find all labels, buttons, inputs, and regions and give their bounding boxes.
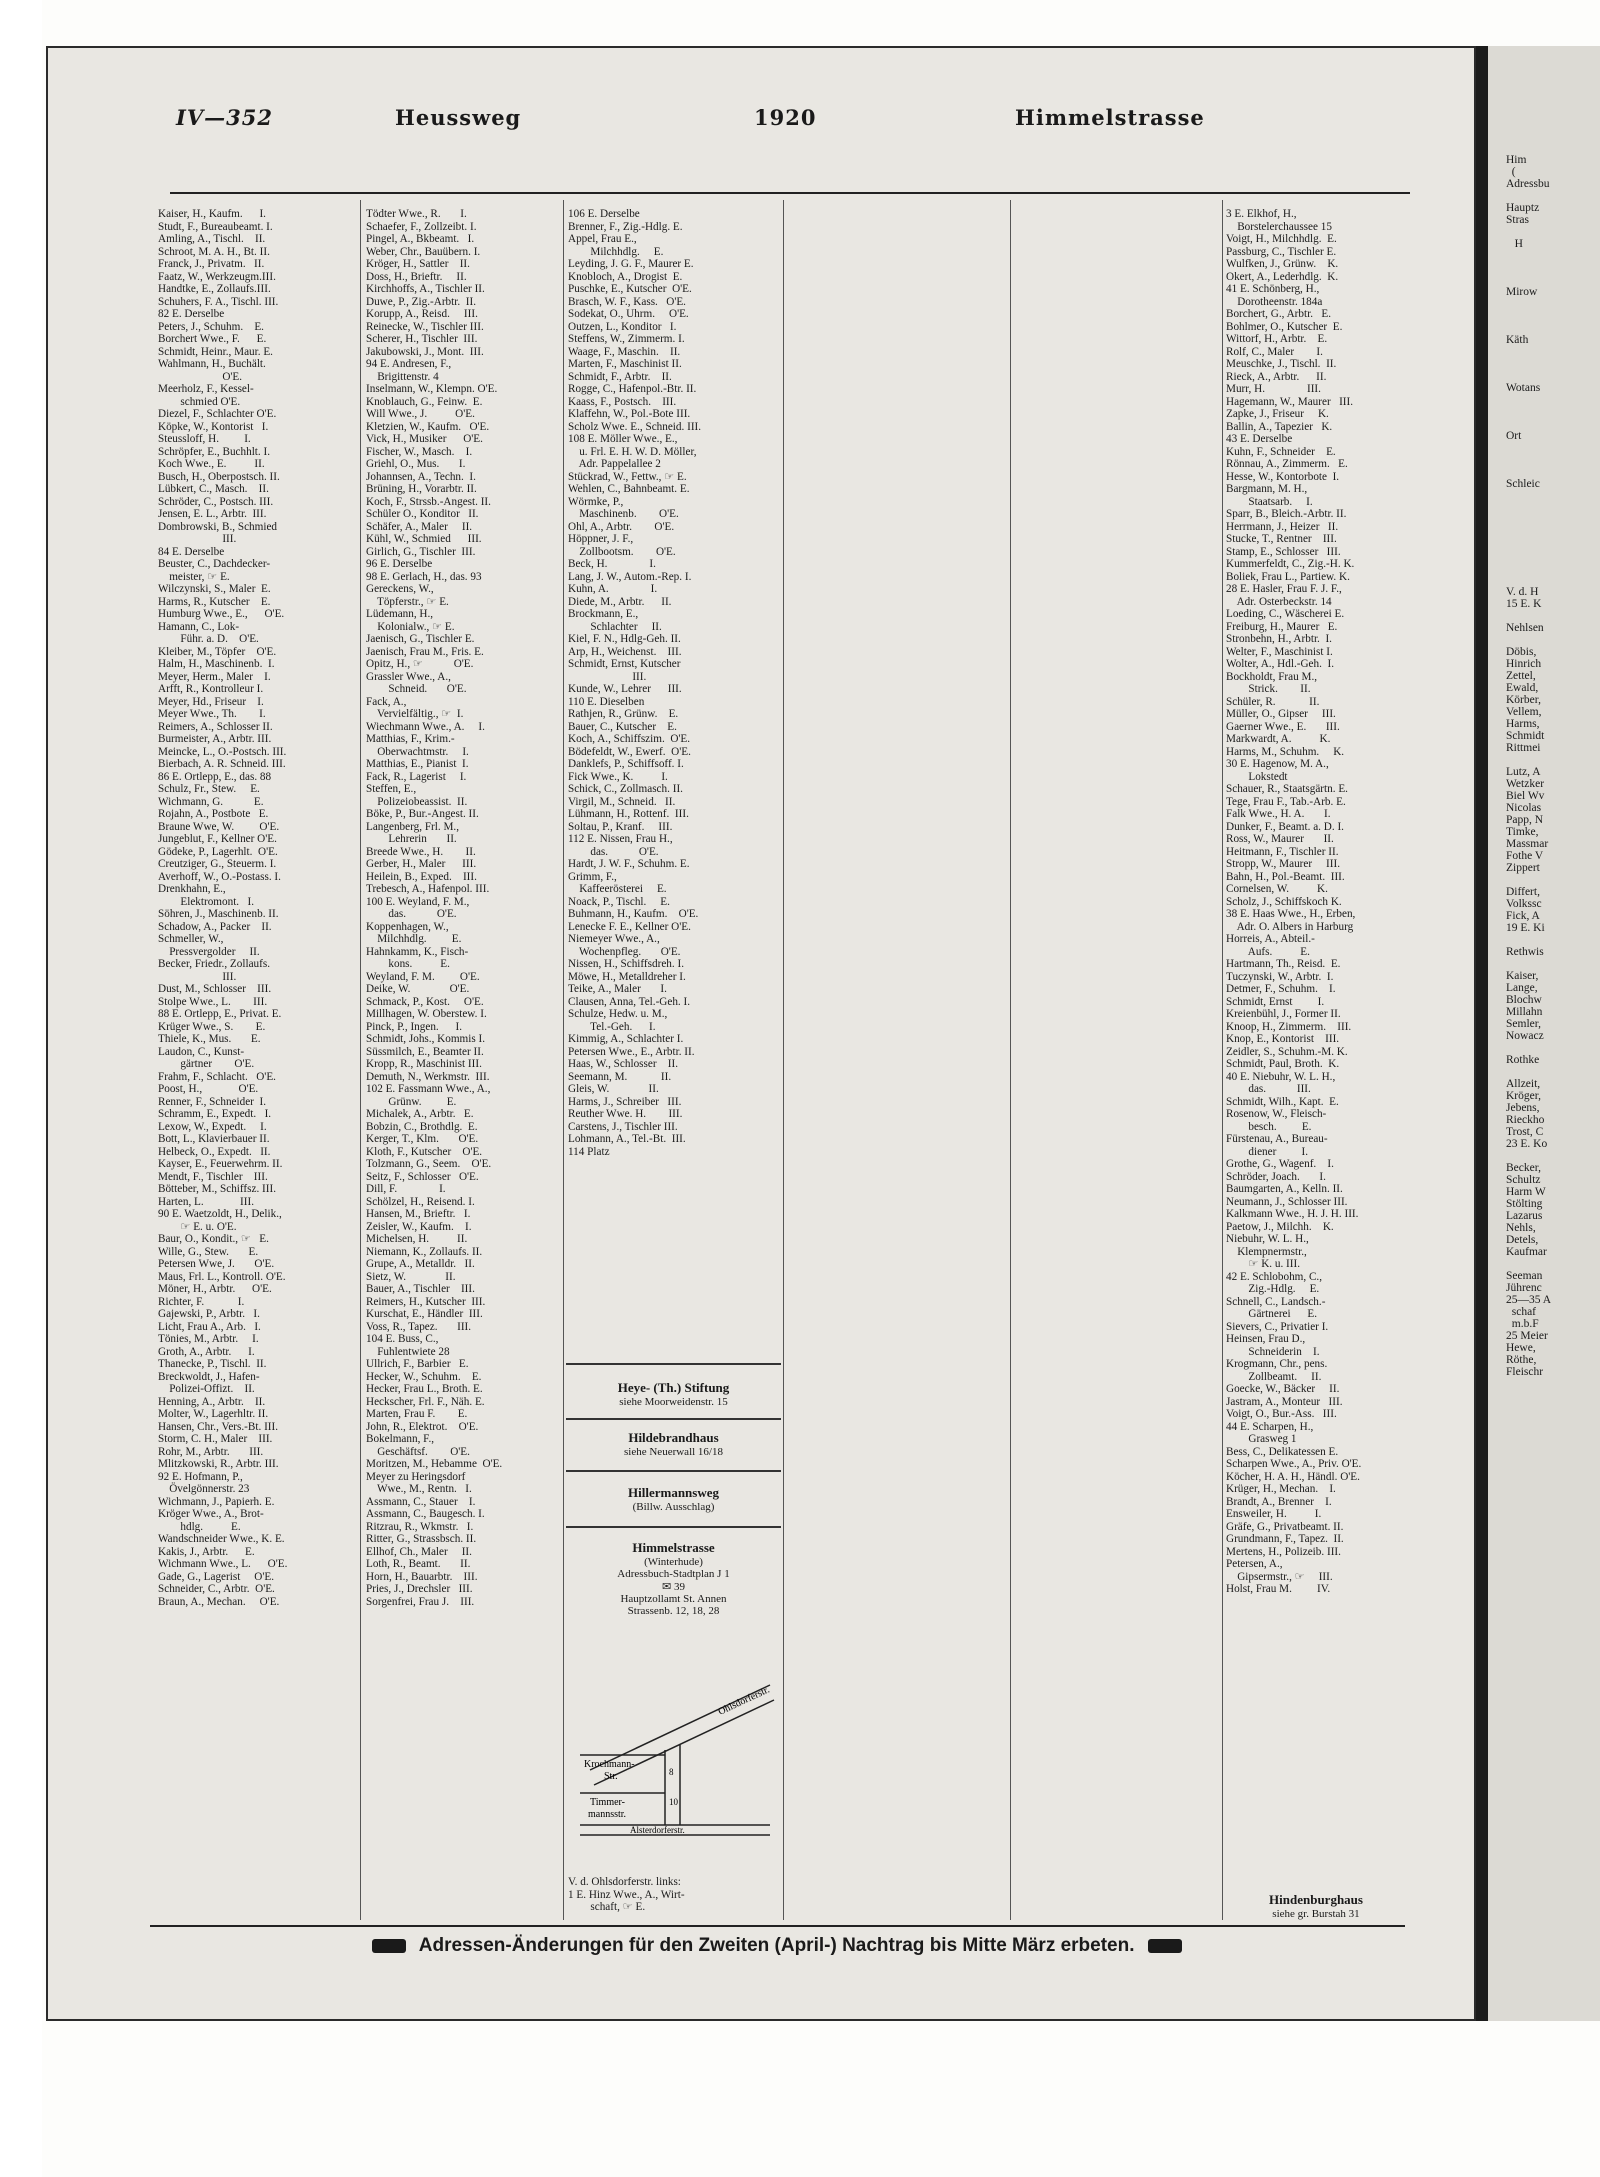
- footer-rule: [150, 1925, 1405, 1927]
- footer-notice: [252, 1935, 1302, 1957]
- box-title: Hindenburghaus: [1269, 1892, 1363, 1907]
- column-2: Tödter Wwe., R. I. Schaefer, F., Zollzeibt. I. Pingel, A., Bkbeamt. I. Weber, Chr., Bauübern. I. Kröger, H., Sattler II. Doss, H., Brieftr. II. Kirchhoffs, A., Tischler II. Duwe, P., Zig.-Arbtr. II. Korupp, A., Reisd. III. Reinecke, W., Tischler III. Scherer, H., Tischler III. Jakubowski, J., Mont. III. 94 E. Andresen, F., Brigittenstr. 4 Inselmann, W., Klempn. O'E. Knoblauch, G., Feinw. E. Will Wwe., J. O'E. Kletzien, W., Kaufm. O'E. Vick, H., Musiker O'E. Fischer, W., Masch. I. Griehl, O., Mus. I. Johannsen, A., Techn. I. Brüning, H., Vorarbtr. II. Koch, F., Strssb.-Angest. II. Schüler O., Konditor II. Schäfer, A., Maler II. Kühl, W., Schmied III. Girlich, G., Tischler III. 96 E. Derselbe 98 E. Gerlach, H., das. 93 Gereckens, W., Töpferstr., ☞ E. Lüdemann, H., Kolonialw., ☞ E. Jaenisch, G., Tischler E. Jaenisch, Frau M., Fris. E. Opitz, H., ☞ O'E. Grassler Wwe., A., Schneid. O'E. Fack, A., Vervielfältig., ☞ I. Wiechmann Wwe., A. I. Matthias, F., Krim.- Oberwachtmstr. I. Matthias, E., Pianist I. Fack, R., Lagerist I. Steffen, E., Polizeiobeassist. II. Böke, P., Bur.-Angest. II. Langenberg, Frl. M., Lehrerin II. Breede Wwe., H. II. Gerber, H., Maler III. Heilein, B., Exped. III. Trebesch, A., Hafenpol. III. 100 E. Weyland, F. M., das. O'E. Koppenhagen, W., Milchhdlg. E. Hahnkamm, K., Fisch- kons. E. Weyland, F. M. O'E. Deike, W. O'E. Schmack, P., Kost. O'E. Millhagen, W. Oberstew. I. Pinck, P., Ingen. I. Schmidt, Johs., Kommis I. Süssmilch, E., Beamter II. Kropp, R., Maschinist III. Demuth, N., Werkmstr. III. 102 E. Fassmann Wwe., A., Grünw. E. Michalek, A., Arbtr. E. Bobzin, C., Brothdlg. E. Kerger, T., Klm. O'E. Kloth, F., Kutscher O'E. Tolzmann, G., Seem. O'E. Seitz, F., Schlosser O'E. Dill, F. I. Schölzel, H., Reisend. I. Hansen, M., Brieftr. I. Zeisler, W., Kaufm. I. Michelsen, H. II. Niemann, K., Zollaufs. II. Grupe, A., Metalldr. II. Sietz, W. II. Bauer, A., Tischler III. Reimers, H., Kutscher III. Kurschat, E., Händler III. Voss, R., Tapez. III. 104 E. Buss, C., Fuhlentwiete 28 Ullrich, F., Barbier E. Hecker, W., Schuhm. E. Hecker, Frau L., Broth. E. Heckscher, Frl. F., Näh. E. Marten, Frau F. E. John, R., Elektrot. O'E. Bokelmann, F., Geschäftsf. O'E. Moritzen, M., Hebamme O'E. Meyer zu Heringsdorf Wwe., M., Rentn. I. Assmann, C., Stauer I. Assmann, C., Baugesch. I. Ritzrau, R., Wkmstr. I. Ritter, G., Strassbsch. II. Ellhof, Ch., Maler II. Loth, R., Beamt. II. Horn, H., Bauarbtr. III. Pries, J., Drechsler III. Sorgenfrei, Frau J. III.: [366, 208, 503, 1608]
- map-label-timmermann: Timmer-: [590, 1797, 625, 1808]
- heye-stiftung-box: [566, 1380, 781, 1408]
- pointing-hand-icon: [372, 1939, 406, 1953]
- box-title: Himmelstrasse: [632, 1540, 715, 1555]
- tram-lines: Strassenb. 12, 18, 28: [627, 1605, 720, 1617]
- box-sub: (Winterhude): [644, 1556, 703, 1568]
- postal-district: ✉ 39: [662, 1581, 685, 1593]
- footer-text: Adressen-Änderungen für den Zweiten (April-) Nachtrag bis Mitte März erbeten.: [418, 1935, 1135, 1956]
- binding-gutter: [1476, 46, 1488, 2021]
- header-rule: [170, 192, 1410, 194]
- box-sub: siehe Neuerwall 16/18: [624, 1446, 723, 1458]
- stadtplan-ref: Adressbuch-Stadtplan J 1: [617, 1568, 730, 1580]
- adjacent-page: [1488, 46, 1600, 2021]
- column-4: [788, 208, 978, 1918]
- street-right-title: Himmelstrasse: [1015, 105, 1205, 130]
- hildebrandhaus-box: [566, 1430, 781, 1458]
- hillermannsweg-box: [566, 1485, 781, 1513]
- column-3: 106 E. Derselbe Brenner, F., Zig.-Hdlg. E. Appel, Frau E., Milchhdlg. E. Leyding, J. G. F., Maurer E. Knobloch, A., Drogist E. Puschke, E., Kutscher O'E. Brasch, W. F., Kass. O'E. Sodekat, O., Uhrm. O'E. Outzen, L., Konditor I. Steffens, W., Zimmerm. I. Waage, F., Maschin. II. Marten, F., Maschinist II. Schmidt, F., Arbtr. II. Rogge, C., Hafenpol.-Btr. II. Kaass, F., Postsch. III. Klaffehn, W., Pol.-Bote III. Scholz Wwe. E., Schneid. III. 108 E. Möller Wwe., E., u. Frl. E. H. W. D. Möller, Adr. Pappelallee 2 Stückrad, W., Fettw., ☞ E. Wehlen, C., Bahnbeamt. E. Wörmke, P., Maschinenb. O'E. Ohl, A., Arbtr. O'E. Höppner, J. F., Zollbootsm. O'E. Beck, H. I. Lang, J. W., Autom.-Rep. I. Kuhn, A. I. Diede, M., Arbtr. II. Brockmann, E., Schlachter II. Kiel, F. N., Hdlg-Geh. II. Arp, H., Weichenst. III. Schmidt, Ernst, Kutscher III. Kunde, W., Lehrer III. 110 E. Dieselben Rathjen, R., Grünw. E. Bauer, C., Kutscher E. Koch, A., Schiffszim. O'E. Bödefeldt, W., Ewerf. O'E. Danklefs, P., Schiffsoff. I. Fick Wwe., K. I. Schick, C., Zollmasch. II. Virgil, M., Schneid. II. Lühmann, H., Rottenf. III. Soltau, P., Kranf. III. 112 E. Nissen, Frau H., das. O'E. Hardt, J. W. F., Schuhm. E. Grimm, F., Kaffeerösterei E. Noack, P., Tischl. E. Buhmann, H., Kaufm. O'E. Lenecke F. E., Kellner O'E. Niemeyer Wwe., A., Wochenpfleg. O'E. Nissen, H., Schiffsdreh. I. Möwe, H., Metalldreher I. Teike, A., Maler I. Clausen, Anna, Tel.-Geh. I. Schulze, Hedw. u. M., Tel.-Geh. I. Kimmig, A., Schlachter I. Petersen Wwe., E., Arbtr. II. Haas, W., Schlosser II. Seemann, M. II. Gleis, W. II. Harms, J., Schreiber III. Reuther Wwe. H. III. Carstens, J., Tischler III. Lohmann, A., Tel.-Bt. III. 114 Platz: [568, 208, 702, 1158]
- box-sub: siehe gr. Burstah 31: [1272, 1908, 1360, 1920]
- column-divider: [563, 200, 564, 1920]
- page-number: IV—352: [176, 105, 273, 130]
- year-title: 1920: [754, 105, 817, 130]
- map-label-ohlsdorfer: Ohlsdorferstr.: [716, 1684, 772, 1718]
- column-divider: [1010, 200, 1011, 1920]
- map-label-krochmann: Krochmann-: [584, 1759, 635, 1770]
- left-margin: [0, 0, 42, 2177]
- box-sub: (Billw. Ausschlag): [632, 1501, 715, 1513]
- street-left-title: Heussweg: [395, 105, 522, 130]
- column-5: [1016, 208, 1206, 1918]
- column-divider: [360, 200, 361, 1920]
- map-label-timmermann-2: mannsstr.: [588, 1809, 627, 1820]
- himmelstrasse-first-entries: V. d. Ohlsdorferstr. links: 1 E. Hinz Wwe., A., Wirt- schaft, ☞ E.: [568, 1876, 685, 1913]
- box-title: Hillermannsweg: [628, 1485, 719, 1500]
- box-rule: [566, 1470, 781, 1472]
- box-rule: [566, 1363, 781, 1365]
- box-sub: siehe Moorweidenstr. 15: [619, 1396, 728, 1408]
- map-number-8: 8: [669, 1767, 674, 1777]
- column-1: Kaiser, H., Kaufm. I. Studt, F., Bureaubeamt. I. Amling, A., Tischl. II. Schroot, M. A. H., Bt. II. Franck, J., Privatm. II. Faatz, W., Werkzeugm.III. Handtke, E., Zollaufs.III. Schuhers, F. A., Tischl. III. 82 E. Derselbe Peters, J., Schuhm. E. Borchert Wwe., F. E. Schmidt, Heinr., Maur. E. Wahlmann, H., Buchält. O'E. Meerholz, F., Kessel- schmied O'E. Diezel, F., Schlachter O'E. Köpke, W., Kontorist I. Steussloff, H. I. Schröpfer, E., Buchhlt. I. Koch Wwe., E. II. Busch, H., Oberpostsch. II. Lübkert, C., Masch. II. Schröder, C., Postsch. III. Jensen, E. L., Arbtr. III. Dombrowski, B., Schmied III. 84 E. Derselbe Beuster, C., Dachdecker- meister, ☞ E. Wilczynski, S., Maler E. Harms, R., Kutscher E. Humburg Wwe., E., O'E. Hamann, C., Lok- Führ. a. D. O'E. Kleiber, M., Töpfer O'E. Halm, H., Maschinenb. I. Meyer, Herm., Maler I. Arfft, R., Kontrolleur I. Meyer, Hd., Friseur I. Meyer Wwe., Th. I. Reimers, A., Schlosser II. Burmeister, A., Arbtr. III. Meincke, L., O.-Postsch. III. Bierbach, A. R. Schneid. III. 86 E. Ortlepp, E., das. 88 Schulz, Fr., Stew. E. Wichmann, G. E. Rojahn, A., Postbote E. Braune Wwe, W. O'E. Jungeblut, F., Kellner O'E. Gödeke, P., Lagerhlt. O'E. Creutziger, G., Steuerm. I. Averhoff, W., O.-Postass. I. Drenkhahn, E., Elektromont. I. Söhren, J., Maschinenb. II. Schadow, A., Packer II. Schmeller, W., Pressvergolder II. Becker, Friedr., Zollaufs. III. Dust, M., Schlosser III. Stolpe Wwe., L. III. 88 E. Ortlepp, E., Privat. E. Krüger Wwe., S. E. Thiele, K., Mus. E. Laudon, C., Kunst- gärtner O'E. Frahm, F., Schlacht. O'E. Poost, H., O'E. Renner, F., Schneider I. Schramm, E., Expedt. I. Lexow, W., Expedt. I. Bott, L., Klavierbauer II. Helbeck, O., Expedt. II. Kayser, E., Feuerwehrm. II. Mendt, F., Tischler III. Bötteber, M., Schiffsz. III. Harten, L. III. 90 E. Waetzoldt, H., Delik., ☞ E. u. O'E. Baur, O., Kondit., ☞ E. Wille, G., Stew. E. Petersen Wwe, J. O'E. Maus, Frl. L., Kontroll. O'E. Möner, H., Arbtr. O'E. Richter, F. I. Gajewski, P., Arbtr. I. Licht, Frau A., Arb. I. Tönies, M., Arbtr. I. Groth, A., Arbtr. I. Thanecke, P., Tischl. II. Breckwoldt, J., Hafen- Polizei-Offizt. II. Henning, A., Arbtr. II. Molter, W., Lagerhltr. II. Hansen, Chr., Vers.-Bt. III. Storm, C. H., Maler III. Rohr, M., Arbtr. III. Mlitzkowski, R., Arbtr. III. 92 E. Hofmann, P., Övelgönnerstr. 23 Wichmann, J., Papierh. E. Kröger Wwe., A., Brot- hdlg. E. Wandschneider Wwe., K. E. Kakis, J., Arbtr. E. Wichmann Wwe., L. O'E. Gade, G., Lagerist O'E. Schneider, C., Arbtr. O'E. Braun, A., Mechan. O'E.: [158, 208, 288, 1608]
- column-divider: [783, 200, 784, 1920]
- column-divider: [1222, 200, 1223, 1920]
- himmelstrasse-box: [566, 1540, 781, 1617]
- box-title: Hildebrandhaus: [628, 1430, 719, 1445]
- pointing-hand-icon: [1148, 1939, 1182, 1953]
- customs-office: Hauptzollamt St. Annen: [620, 1593, 727, 1605]
- adjacent-page-text: Him ( Adressbu Hauptz Stras H Mirow Käth Wotans Ort Schleic V. d. H 15 E. K Nehlsen Döbis, Hinrich Zettel, Ewald, Körber, Vellem, Harms, Schmidt Rittmei Lutz, A Wetzker Biel Wv Nicolas Papp, N Timke, Massmar Fothe V Zippert Differt, Volkssc Fick, A 19 E. Ki Rethwis Kaiser, Lange, Blochw Millahn Semler, Nowacz Rothke Allzeit, Kröger, Jebens, Rieckho Trost, C 23 E. Ko Becker, Schultz Harm W Stölting Lazarus Nehls, Detels, Kaufmar Seeman Jührenc 25—35 A schaf m.b.F 25 Meier Hewe, Röthe, Fleischr: [1506, 154, 1552, 1378]
- map-label-alsterdorfer: Alsterdorferstr.: [630, 1825, 685, 1835]
- column-6: 3 E. Elkhof, H., Borstelerchaussee 15 Voigt, H., Milchhdlg. E. Passburg, C., Tischler E. Wulfken, J., Grünw. K. Okert, A., Lederhdlg. K. 41 E. Schönberg, H., Dorotheenstr. 184a Borchert, G., Arbtr. E. Bohlmer, O., Kutscher E. Wittorf, H., Arbtr. E. Rolf, C., Maler I. Meuschke, J., Tischl. II. Rieck, A., Arbtr. II. Murr, H. III. Hagemann, W., Maurer III. Zapke, J., Friseur K. Ballin, A., Tapezier K. 43 E. Derselbe Kuhn, F., Schneider E. Rönnau, A., Zimmerm. E. Hesse, W., Kontorbote I. Bargmann, M. H., Staatsarb. I. Sparr, B., Bleich.-Arbtr. II. Herrmann, J., Heizer II. Stucke, T., Rentner III. Stamp, E., Schlosser III. Kummerfeldt, C., Zig.-H. K. Boliek, Frau L., Partiew. K. 28 E. Hasler, Frau F. J. F., Adr. Osterbeckstr. 14 Loeding, C., Wäscherei E. Freiburg, H., Maurer E. Stronbehn, H., Arbtr. I. Welter, F., Maschinist I. Wolter, A., Hdl.-Geh. I. Bockholdt, Frau M., Strick. II. Schüler, R. II. Müller, O., Gipser III. Gaerner Wwe., E. III. Markwardt, A. K. Harms, M., Schuhm. K. 30 E. Hagenow, M. A., Lokstedt Schauer, R., Staatsgärtn. E. Tege, Frau F., Tab.-Arb. E. Falk Wwe., H. A. I. Dunker, F., Beamt. a. D. I. Ross, W., Maurer II. Heitmann, F., Tischler II. Stropp, W., Maurer III. Bahn, H., Pol.-Beamt. III. Cornelsen, W. K. Scholz, J., Schiffskoch K. 38 E. Haas Wwe., H., Erben, Adr. O. Albers in Harburg Horreis, A., Abteil.- Aufs. E. Hartmann, Th., Reisd. E. Tuczynski, W., Arbtr. I. Detmer, F., Schuhm. I. Schmidt, Ernst I. Kreienbühl, J., Former II. Knoop, H., Zimmerm. III. Knop, E., Kontorist III. Zeidler, S., Schuhm.-M. K. Schmidt, Paul, Broth. K. 40 E. Niebuhr, W. L. H., das. III. Schmidt, Wilh., Kapt. E. Rosenow, W., Fleisch- besch. E. Fürstenau, A., Bureau- diener I. Grothe, G., Wagenf. I. Schröder, Joach. I. Baumgarten, A., Kelln. II. Neumann, J., Schlosser III. Kalkmann Wwe., H. J. H. III. Paetow, J., Milchh. K. Niebuhr, W. L. H., Klempnermstr., ☞ K. u. III. 42 E. Schlobohm, C., Zig.-Hdlg. E. Schnell, C., Landsch.- Gärtnerei E. Sievers, C., Privatier I. Heinsen, Frau D., Schneiderin I. Krogmann, Chr., pens. Zollbeamt. II. Goecke, W., Bäcker II. Jastram, A., Monteur III. Voigt, O., Bur.-Ass. III. 44 E. Scharpen, H., Grasweg 1 Bess, C., Delikatessen E. Scharpen Wwe., A., Priv. O'E. Köcher, H. A. H., Händl. O'E. Krüger, H., Mechan. I. Brandt, A., Brenner I. Ensweiler, H. I. Gräfe, G., Privatbeamt. II. Grundmann, F., Tapez. II. Mertens, H., Polizeib. III. Petersen, A., Gipsermstr., ☞ III. Holst, Frau M. IV.: [1226, 208, 1362, 1595]
- street-map: [570, 1675, 780, 1865]
- hindenburghaus-box: [1226, 1892, 1406, 1920]
- box-title: Heye- (Th.) Stiftung: [617, 1380, 730, 1395]
- map-label-krochmann-2: Str.: [604, 1771, 618, 1782]
- box-rule: [566, 1418, 781, 1420]
- map-number-10: 10: [669, 1797, 678, 1807]
- box-rule: [566, 1526, 781, 1528]
